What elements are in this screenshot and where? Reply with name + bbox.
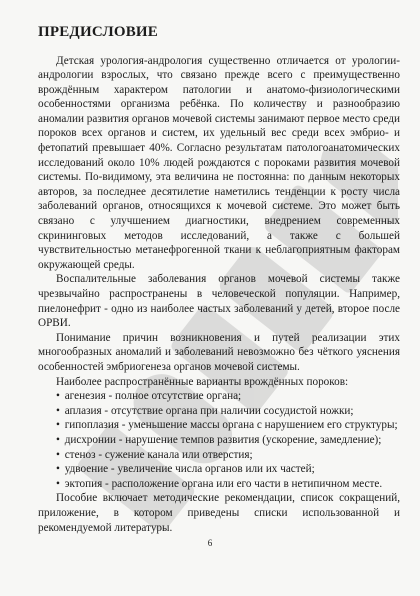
list-item: • удвоение - увеличение числа органов или их частей; [56,463,315,476]
page-number: 6 [207,538,213,548]
list-item: • агенезия - полное отсутствие органа; [56,390,242,403]
bullet-icon: • [56,404,60,417]
paragraph-intro: Детская урология-андрология существенно отличается от урологии-андрологии взрослых, что связано прежде всего с преимущественно врождённым характером патологии и анатомо-физиологическими особенностями организма ребёнка. По количеству и разнообразию аномалии развития органов мочевой системы занимают первое место среди пороков всех органов и систем, их удельный вес среди всех эмбрио- и фетопатий превышает 40%. Согласно результатам патологоанатомических исследований около 10% людей рождаются с пороками развития мочевой системы. По-видимому, эта величина не постоянна: по данным некоторых авторов, за последнее десятилетие наметились тенденции к росту числа заболеваний органов, относящихся к мочевой системе. Это может быть связано с улучшением диагностики, внедрением современных скрининговых методов исследований, а также с большей чувствительностью метанефрогенной ткани к неблагоприятным факторам окружающей среды. [38,54,400,271]
list-item: • аплазия - отсутствие органа при наличии сосудистой ножки; [56,404,354,417]
paragraph-list-intro: Наиболее распространённые варианты врождённых пороков: [56,375,349,388]
bullet-icon: • [56,433,60,446]
document-page [38,24,400,535]
bullet-icon: • [56,419,60,432]
list-item: • стеноз - сужение канала или отверстия; [56,448,253,461]
paragraph-inflammatory: Воспалительные заболевания органов мочевой системы также чрезвычайно распространены в человеческой популяции. Например, пиелонефрит - одно из наиболее частых заболеваний у детей, второе после ОРВИ. [38,273,400,330]
list-item: • гипоплазия - уменьшение массы органа с нарушением его структуры; [56,419,398,432]
bullet-icon: • [56,390,60,403]
bullet-icon: • [56,477,60,490]
paragraph-contents: Пособие включает методические рекомендации, список сокращений, приложение, в котором приведены списки использованной и рекомендуемой литературы. [38,492,400,534]
bullet-icon: • [56,448,60,461]
bullet-icon: • [56,463,60,476]
defects-list [38,389,400,491]
paragraph-embryogenesis: Понимание причин возникновения и путей реализации этих многообразных аномалий и заболеваний невозможно без чёткого уяснения особенностей эмбриогенеза органов мочевой системы. [38,331,400,373]
page-heading: ПРЕДИСЛОВИЕ [38,24,159,40]
list-item: • дисхронии - нарушение темпов развития (ускорение, замедление); [56,433,382,446]
list-item: • эктопия - расположение органа или его части в нетипичном месте. [56,477,383,490]
